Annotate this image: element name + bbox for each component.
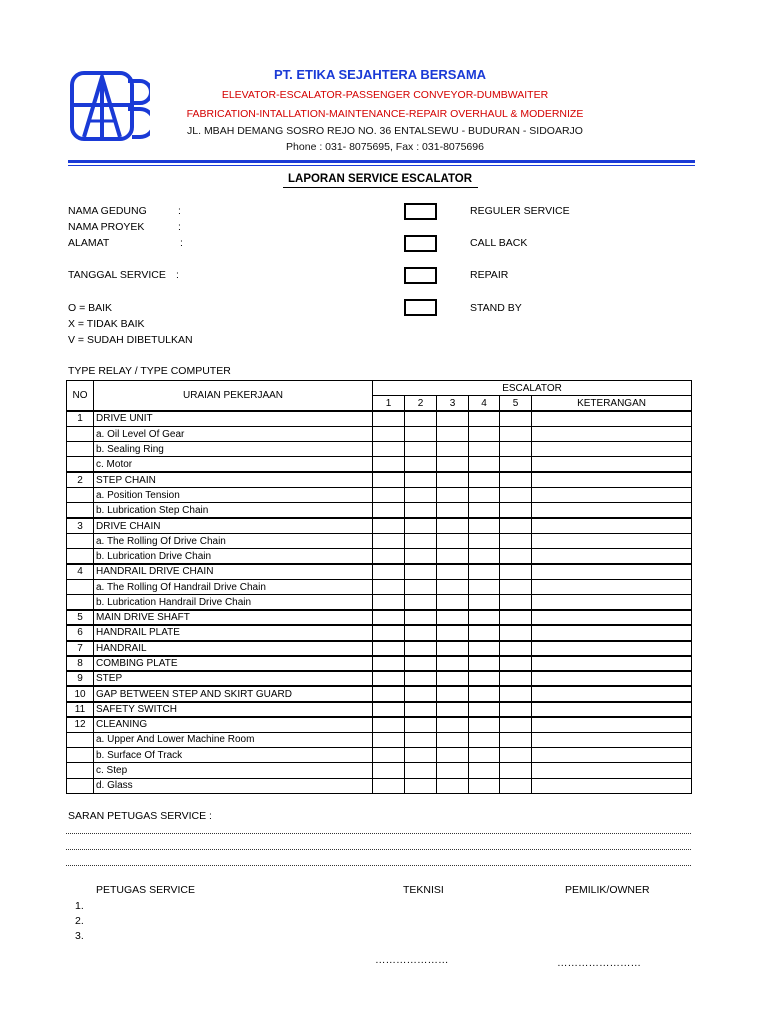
escalator-5-cell[interactable] xyxy=(500,426,532,441)
escalator-2-cell[interactable] xyxy=(405,610,437,625)
row-uraian: DRIVE UNIT xyxy=(94,411,373,426)
table-row xyxy=(67,564,692,579)
escalator-2-cell[interactable] xyxy=(405,426,437,441)
escalator-5-cell[interactable] xyxy=(500,533,532,548)
escalator-5-cell[interactable] xyxy=(500,411,532,426)
escalator-3-cell[interactable] xyxy=(437,472,469,487)
column-header-uraian: URAIAN PEKERJAAN xyxy=(94,381,373,412)
escalator-3-cell[interactable] xyxy=(437,671,469,686)
escalator-2-cell[interactable] xyxy=(405,564,437,579)
escalator-2-cell[interactable] xyxy=(405,778,437,793)
escalator-4-cell[interactable] xyxy=(469,641,500,656)
column-header-escalator-1: 1 xyxy=(373,396,405,411)
table-row xyxy=(67,533,692,548)
escalator-2-cell[interactable] xyxy=(405,671,437,686)
document-title: LAPORAN SERVICE ESCALATOR xyxy=(287,173,473,185)
escalator-3-cell[interactable] xyxy=(437,778,469,793)
escalator-5-cell[interactable] xyxy=(500,671,532,686)
repair-label: REPAIR xyxy=(470,269,509,281)
escalator-5-cell[interactable] xyxy=(500,503,532,518)
row-number xyxy=(67,426,94,441)
escalator-5-cell[interactable] xyxy=(500,778,532,793)
escalator-3-cell[interactable] xyxy=(437,533,469,548)
row-number: 3 xyxy=(67,518,94,533)
escalator-4-cell[interactable] xyxy=(469,518,500,533)
row-number xyxy=(67,549,94,564)
escalator-2-cell[interactable] xyxy=(405,656,437,671)
keterangan-cell[interactable] xyxy=(532,748,692,763)
row-number: 7 xyxy=(67,641,94,656)
reguler-service-checkbox[interactable] xyxy=(404,203,437,220)
escalator-2-cell[interactable] xyxy=(405,686,437,701)
escalator-4-cell[interactable] xyxy=(469,503,500,518)
saran-line-1[interactable] xyxy=(66,833,691,834)
escalator-5-cell[interactable] xyxy=(500,748,532,763)
table-row xyxy=(67,426,692,441)
escalator-5-cell[interactable] xyxy=(500,732,532,747)
escalator-3-cell[interactable] xyxy=(437,686,469,701)
escalator-3-cell[interactable] xyxy=(437,564,469,579)
keterangan-cell[interactable] xyxy=(532,732,692,747)
escalator-3-cell[interactable] xyxy=(437,595,469,610)
table-row xyxy=(67,472,692,487)
escalator-3-cell[interactable] xyxy=(437,748,469,763)
row-uraian: b. Lubrication Step Chain xyxy=(94,503,373,518)
escalator-4-cell[interactable] xyxy=(469,488,500,503)
column-header-escalator: ESCALATOR xyxy=(373,381,692,396)
table-row xyxy=(67,457,692,472)
escalator-1-cell[interactable] xyxy=(373,518,405,533)
escalator-3-cell[interactable] xyxy=(437,610,469,625)
escalator-1-cell[interactable] xyxy=(373,579,405,594)
escalator-5-cell[interactable] xyxy=(500,641,532,656)
info-label-nama-gedung: NAMA GEDUNG xyxy=(68,205,147,217)
escalator-4-cell[interactable] xyxy=(469,549,500,564)
saran-line-2[interactable] xyxy=(66,849,691,850)
keterangan-cell[interactable] xyxy=(532,457,692,472)
keterangan-cell[interactable] xyxy=(532,579,692,594)
escalator-4-cell[interactable] xyxy=(469,442,500,457)
keterangan-cell[interactable] xyxy=(532,426,692,441)
escalator-2-cell[interactable] xyxy=(405,717,437,732)
row-number xyxy=(67,579,94,594)
escalator-3-cell[interactable] xyxy=(437,717,469,732)
row-number xyxy=(67,778,94,793)
escalator-3-cell[interactable] xyxy=(437,549,469,564)
escalator-2-cell[interactable] xyxy=(405,503,437,518)
escalator-5-cell[interactable] xyxy=(500,579,532,594)
row-number: 5 xyxy=(67,610,94,625)
row-number: 9 xyxy=(67,671,94,686)
row-uraian: STEP xyxy=(94,671,373,686)
escalator-4-cell[interactable] xyxy=(469,671,500,686)
row-number: 10 xyxy=(67,686,94,701)
escalator-1-cell[interactable] xyxy=(373,748,405,763)
escalator-2-cell[interactable] xyxy=(405,488,437,503)
escalator-3-cell[interactable] xyxy=(437,442,469,457)
escalator-2-cell[interactable] xyxy=(405,702,437,717)
table-row xyxy=(67,518,692,533)
column-header-escalator-2: 2 xyxy=(405,396,437,411)
row-number xyxy=(67,763,94,778)
escalator-5-cell[interactable] xyxy=(500,763,532,778)
escalator-2-cell[interactable] xyxy=(405,411,437,426)
escalator-5-cell[interactable] xyxy=(500,442,532,457)
escalator-1-cell[interactable] xyxy=(373,717,405,732)
escalator-3-cell[interactable] xyxy=(437,625,469,640)
table-row xyxy=(67,641,692,656)
legend-baik: O = BAIK xyxy=(68,302,113,314)
escalator-3-cell[interactable] xyxy=(437,579,469,594)
escalator-1-cell[interactable] xyxy=(373,763,405,778)
table-row xyxy=(67,411,692,426)
escalator-1-cell[interactable] xyxy=(373,564,405,579)
row-number xyxy=(67,503,94,518)
escalator-4-cell[interactable] xyxy=(469,610,500,625)
escalator-5-cell[interactable] xyxy=(500,549,532,564)
escalator-3-cell[interactable] xyxy=(437,426,469,441)
escalator-2-cell[interactable] xyxy=(405,763,437,778)
escalator-2-cell[interactable] xyxy=(405,595,437,610)
info-label-tanggal-service: TANGGAL SERVICE xyxy=(68,269,166,281)
escalator-4-cell[interactable] xyxy=(469,625,500,640)
escalator-3-cell[interactable] xyxy=(437,488,469,503)
escalator-5-cell[interactable] xyxy=(500,595,532,610)
keterangan-cell[interactable] xyxy=(532,518,692,533)
row-uraian: b. Sealing Ring xyxy=(94,442,373,457)
row-uraian: a. The Rolling Of Drive Chain xyxy=(94,533,373,548)
row-uraian: MAIN DRIVE SHAFT xyxy=(94,610,373,625)
escalator-5-cell[interactable] xyxy=(500,717,532,732)
escalator-2-cell[interactable] xyxy=(405,549,437,564)
row-uraian: b. Lubrication Handrail Drive Chain xyxy=(94,595,373,610)
table-row xyxy=(67,549,692,564)
escalator-3-cell[interactable] xyxy=(437,656,469,671)
table-row xyxy=(67,625,692,640)
reguler-service-label: REGULER SERVICE xyxy=(470,205,570,217)
keterangan-cell[interactable] xyxy=(532,610,692,625)
row-number xyxy=(67,457,94,472)
table-row xyxy=(67,778,692,793)
title-underline xyxy=(283,187,478,188)
column-header-escalator-5: 5 xyxy=(500,396,532,411)
row-number xyxy=(67,533,94,548)
checklist-body xyxy=(67,411,692,793)
pemilik-owner-label: PEMILIK/OWNER xyxy=(565,884,650,896)
row-number: 12 xyxy=(67,717,94,732)
teknisi-label: TEKNISI xyxy=(403,884,444,896)
escalator-2-cell[interactable] xyxy=(405,625,437,640)
call-back-label: CALL BACK xyxy=(470,237,528,249)
row-uraian: GAP BETWEEN STEP AND SKIRT GUARD xyxy=(94,686,373,701)
escalator-1-cell[interactable] xyxy=(373,426,405,441)
table-row xyxy=(67,488,692,503)
escalator-1-cell[interactable] xyxy=(373,595,405,610)
escalator-3-cell[interactable] xyxy=(437,457,469,472)
company-name: PT. ETIKA SEJAHTERA BERSAMA xyxy=(273,67,487,82)
keterangan-cell[interactable] xyxy=(532,625,692,640)
row-number xyxy=(67,595,94,610)
keterangan-cell[interactable] xyxy=(532,442,692,457)
escalator-5-cell[interactable] xyxy=(500,564,532,579)
escalator-5-cell[interactable] xyxy=(500,686,532,701)
keterangan-cell[interactable] xyxy=(532,671,692,686)
table-row xyxy=(67,686,692,701)
row-uraian: a. Position Tension xyxy=(94,488,373,503)
escalator-3-cell[interactable] xyxy=(437,503,469,518)
row-uraian: b. Surface Of Track xyxy=(94,748,373,763)
call-back-checkbox[interactable] xyxy=(404,235,437,252)
table-row xyxy=(67,732,692,747)
stand-by-checkbox[interactable] xyxy=(404,299,437,316)
company-logo-icon xyxy=(70,71,150,143)
type-relay-label: TYPE RELAY / TYPE COMPUTER xyxy=(68,365,231,377)
info-colon: : xyxy=(178,221,181,233)
escalator-3-cell[interactable] xyxy=(437,641,469,656)
stand-by-label: STAND BY xyxy=(470,302,522,314)
info-label-alamat: ALAMAT xyxy=(68,237,110,249)
escalator-5-cell[interactable] xyxy=(500,625,532,640)
table-row xyxy=(67,579,692,594)
escalator-2-cell[interactable] xyxy=(405,748,437,763)
table-row xyxy=(67,610,692,625)
company-address: JL. MBAH DEMANG SOSRO REJO NO. 36 ENTALSEWU - BUDURAN - SIDOARJO xyxy=(187,125,583,137)
row-uraian: b. Lubrication Drive Chain xyxy=(94,549,373,564)
row-number xyxy=(67,732,94,747)
row-number: 11 xyxy=(67,702,94,717)
service-checklist-table xyxy=(66,380,692,794)
escalator-2-cell[interactable] xyxy=(405,442,437,457)
escalator-1-cell[interactable] xyxy=(373,610,405,625)
row-uraian: c. Motor xyxy=(94,457,373,472)
escalator-4-cell[interactable] xyxy=(469,763,500,778)
info-colon: : xyxy=(176,269,179,281)
escalator-4-cell[interactable] xyxy=(469,457,500,472)
keterangan-cell[interactable] xyxy=(532,472,692,487)
escalator-3-cell[interactable] xyxy=(437,732,469,747)
escalator-1-cell[interactable] xyxy=(373,732,405,747)
row-uraian: d. Glass xyxy=(94,778,373,793)
keterangan-cell[interactable] xyxy=(532,488,692,503)
escalator-1-cell[interactable] xyxy=(373,625,405,640)
table-row xyxy=(67,717,692,732)
row-uraian: CLEANING xyxy=(94,717,373,732)
table-row xyxy=(67,442,692,457)
table-row xyxy=(67,503,692,518)
escalator-5-cell[interactable] xyxy=(500,610,532,625)
row-uraian: SAFETY SWITCH xyxy=(94,702,373,717)
escalator-2-cell[interactable] xyxy=(405,457,437,472)
company-services-line: ELEVATOR-ESCALATOR-PASSENGER CONVEYOR-DUMBWAITER xyxy=(221,89,549,101)
table-row xyxy=(67,763,692,778)
escalator-1-cell[interactable] xyxy=(373,778,405,793)
escalator-1-cell[interactable] xyxy=(373,549,405,564)
petugas-service-label: PETUGAS SERVICE xyxy=(96,884,196,896)
keterangan-cell[interactable] xyxy=(532,641,692,656)
keterangan-cell[interactable] xyxy=(532,778,692,793)
escalator-4-cell[interactable] xyxy=(469,411,500,426)
row-number xyxy=(67,488,94,503)
row-number xyxy=(67,442,94,457)
info-colon: : xyxy=(180,237,183,249)
escalator-2-cell[interactable] xyxy=(405,641,437,656)
row-uraian: a. The Rolling Of Handrail Drive Chain xyxy=(94,579,373,594)
escalator-4-cell[interactable] xyxy=(469,426,500,441)
keterangan-cell[interactable] xyxy=(532,503,692,518)
escalator-4-cell[interactable] xyxy=(469,702,500,717)
escalator-1-cell[interactable] xyxy=(373,656,405,671)
row-uraian: DRIVE CHAIN xyxy=(94,518,373,533)
row-number: 6 xyxy=(67,625,94,640)
column-header-escalator-4: 4 xyxy=(469,396,500,411)
petugas-number-1: 1. xyxy=(75,900,84,912)
keterangan-cell[interactable] xyxy=(532,549,692,564)
legend-tidak-baik: X = TIDAK BAIK xyxy=(68,318,145,330)
repair-checkbox[interactable] xyxy=(404,267,437,284)
keterangan-cell[interactable] xyxy=(532,656,692,671)
escalator-5-cell[interactable] xyxy=(500,457,532,472)
column-header-no: NO xyxy=(67,381,94,412)
row-number: 2 xyxy=(67,472,94,487)
keterangan-cell[interactable] xyxy=(532,595,692,610)
escalator-4-cell[interactable] xyxy=(469,732,500,747)
escalator-2-cell[interactable] xyxy=(405,579,437,594)
escalator-4-cell[interactable] xyxy=(469,579,500,594)
escalator-5-cell[interactable] xyxy=(500,656,532,671)
petugas-number-2: 2. xyxy=(75,915,84,927)
row-uraian: a. Upper And Lower Machine Room xyxy=(94,732,373,747)
escalator-5-cell[interactable] xyxy=(500,488,532,503)
escalator-4-cell[interactable] xyxy=(469,595,500,610)
row-uraian: STEP CHAIN xyxy=(94,472,373,487)
keterangan-cell[interactable] xyxy=(532,564,692,579)
keterangan-cell[interactable] xyxy=(532,702,692,717)
petugas-number-3: 3. xyxy=(75,930,84,942)
escalator-1-cell[interactable] xyxy=(373,488,405,503)
escalator-1-cell[interactable] xyxy=(373,671,405,686)
info-colon: : xyxy=(178,205,181,217)
row-uraian: COMBING PLATE xyxy=(94,656,373,671)
escalator-4-cell[interactable] xyxy=(469,533,500,548)
row-uraian: HANDRAIL PLATE xyxy=(94,625,373,640)
header-divider xyxy=(68,160,695,163)
escalator-3-cell[interactable] xyxy=(437,411,469,426)
escalator-4-cell[interactable] xyxy=(469,472,500,487)
escalator-3-cell[interactable] xyxy=(437,702,469,717)
table-row xyxy=(67,595,692,610)
escalator-1-cell[interactable] xyxy=(373,411,405,426)
row-number xyxy=(67,748,94,763)
keterangan-cell[interactable] xyxy=(532,411,692,426)
escalator-4-cell[interactable] xyxy=(469,686,500,701)
escalator-4-cell[interactable] xyxy=(469,656,500,671)
teknisi-signature-line[interactable]: ………………… xyxy=(375,954,449,966)
table-row xyxy=(67,702,692,717)
escalator-5-cell[interactable] xyxy=(500,702,532,717)
escalator-5-cell[interactable] xyxy=(500,472,532,487)
escalator-4-cell[interactable] xyxy=(469,778,500,793)
escalator-1-cell[interactable] xyxy=(373,702,405,717)
escalator-2-cell[interactable] xyxy=(405,518,437,533)
row-uraian: HANDRAIL DRIVE CHAIN xyxy=(94,564,373,579)
row-uraian: c. Step xyxy=(94,763,373,778)
table-row xyxy=(67,748,692,763)
company-capabilities-line: FABRICATION-INTALLATION-MAINTENANCE-REPAIR OVERHAUL & MODERNIZE xyxy=(186,108,584,120)
legend-sudah-dibetulkan: V = SUDAH DIBETULKAN xyxy=(68,334,193,346)
table-row xyxy=(67,656,692,671)
row-number: 8 xyxy=(67,656,94,671)
escalator-1-cell[interactable] xyxy=(373,472,405,487)
row-uraian: HANDRAIL xyxy=(94,641,373,656)
saran-line-3[interactable] xyxy=(66,865,691,866)
escalator-4-cell[interactable] xyxy=(469,717,500,732)
escalator-1-cell[interactable] xyxy=(373,442,405,457)
saran-label: SARAN PETUGAS SERVICE : xyxy=(68,810,212,822)
escalator-1-cell[interactable] xyxy=(373,686,405,701)
keterangan-cell[interactable] xyxy=(532,717,692,732)
escalator-2-cell[interactable] xyxy=(405,732,437,747)
escalator-5-cell[interactable] xyxy=(500,518,532,533)
column-header-keterangan: KETERANGAN xyxy=(532,396,692,411)
row-number: 4 xyxy=(67,564,94,579)
row-uraian: a. Oil Level Of Gear xyxy=(94,426,373,441)
header-divider-thin xyxy=(68,165,695,166)
escalator-1-cell[interactable] xyxy=(373,503,405,518)
keterangan-cell[interactable] xyxy=(532,686,692,701)
escalator-1-cell[interactable] xyxy=(373,457,405,472)
keterangan-cell[interactable] xyxy=(532,533,692,548)
keterangan-cell[interactable] xyxy=(532,763,692,778)
escalator-1-cell[interactable] xyxy=(373,641,405,656)
escalator-3-cell[interactable] xyxy=(437,518,469,533)
escalator-2-cell[interactable] xyxy=(405,472,437,487)
pemilik-signature-line[interactable]: …………………… xyxy=(557,957,641,969)
escalator-1-cell[interactable] xyxy=(373,533,405,548)
info-label-nama-proyek: NAMA PROYEK xyxy=(68,221,145,233)
escalator-2-cell[interactable] xyxy=(405,533,437,548)
column-header-escalator-3: 3 xyxy=(437,396,469,411)
company-phone: Phone : 031- 8075695, Fax : 031-8075696 xyxy=(286,141,484,153)
table-row xyxy=(67,671,692,686)
escalator-3-cell[interactable] xyxy=(437,763,469,778)
escalator-4-cell[interactable] xyxy=(469,748,500,763)
row-number: 1 xyxy=(67,411,94,426)
escalator-4-cell[interactable] xyxy=(469,564,500,579)
